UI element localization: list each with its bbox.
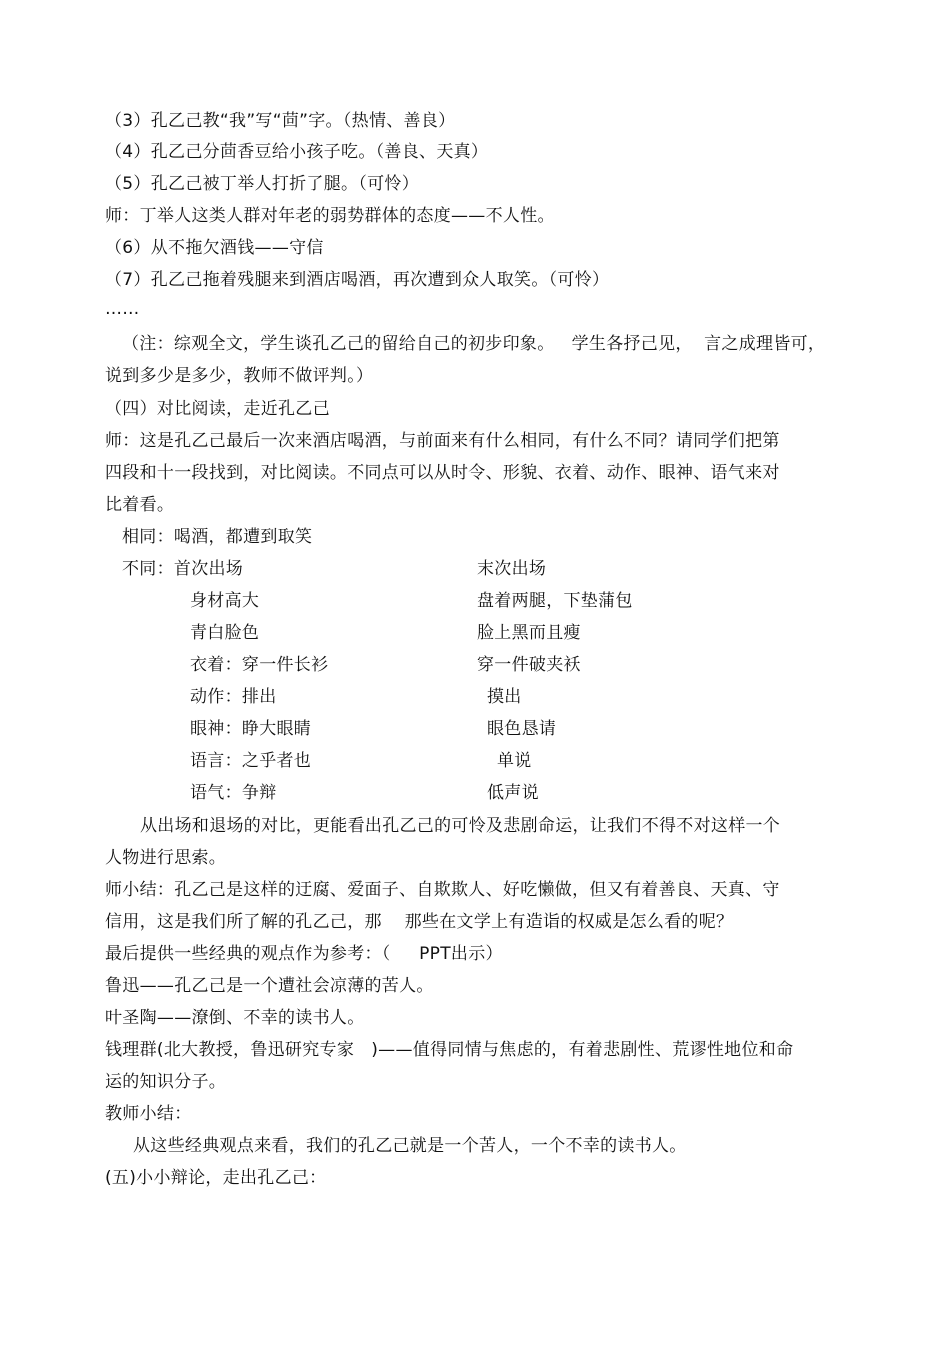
section-title: (五)小小辩论，走出孔乙己：: [105, 1168, 327, 1188]
list-item: （4）孔乙己分茴香豆给小孩子吃。（善良、天真）: [105, 142, 489, 162]
ellipsis: ……: [105, 299, 140, 319]
note-line: （注：综观全文，学生谈孔乙己的留给自己的初步印象。 学生各抒己见， 言之成理皆可，: [122, 334, 826, 354]
paragraph-line: 四段和十一段找到，对比阅读。不同点可以从时令、形貌、衣着、动作、眼神、语气来对: [105, 463, 780, 483]
paragraph-line: 从出场和退场的对比，更能看出孔乙己的可怜及悲剧命运，让我们不得不对这样一个: [140, 816, 781, 836]
section-title: （四）对比阅读，走近孔乙己: [105, 399, 330, 419]
diff-header-right: 末次出场: [477, 559, 547, 579]
teacher-remark: 师：丁举人这类人群对年老的弱势群体的态度——不人性。: [105, 206, 555, 226]
comparison-right: 脸上黑而且瘦: [477, 623, 581, 643]
conclusion-label: 教师小结：: [105, 1104, 192, 1124]
views-intro: 最后提供一些经典的观点作为参考：（ PPT出示）: [105, 944, 503, 964]
list-item: （5）孔乙己被丁举人打折了腿。（可怜）: [105, 174, 420, 194]
diff-header-left: 不同：首次出场: [122, 559, 244, 579]
paragraph-line: 师小结：孔乙己是这样的迂腐、爱面子、自欺欺人、好吃懒做，但又有着善良、天真、守: [105, 880, 780, 900]
list-item: （3）孔乙己教“我”写“茴”字。（热情、善良）: [105, 111, 456, 131]
list-item: （7）孔乙己拖着残腿来到酒店喝酒，再次遭到众人取笑。（可怜）: [105, 270, 610, 290]
comparison-left: 语言：之乎者也: [190, 751, 312, 771]
quote-line: 叶圣陶——潦倒、不幸的读书人。: [105, 1008, 365, 1028]
comparison-right: 穿一件破夹袄: [477, 655, 581, 675]
comparison-right: 摸出: [487, 687, 522, 707]
comparison-left: 动作：排出: [190, 687, 277, 707]
conclusion-text: 从这些经典观点来看，我们的孔乙己就是一个苦人，一个不幸的读书人。: [133, 1136, 687, 1156]
note-line: 说到多少是多少，教师不做评判。）: [105, 366, 374, 386]
comparison-right: 盘着两腿，下垫蒲包: [477, 591, 633, 611]
quote-line: 鲁迅——孔乙己是一个遭社会凉薄的苦人。: [105, 976, 434, 996]
list-item: （6）从不拖欠酒钱——守信: [105, 238, 324, 258]
comparison-right: 低声说: [487, 783, 539, 803]
comparison-left: 青白脸色: [190, 623, 260, 643]
paragraph-line: 师：这是孔乙己最后一次来酒店喝酒，与前面来有什么相同，有什么不同？请同学们把第: [105, 431, 780, 451]
paragraph-line: 信用，这是我们所了解的孔乙己，那 那些在文学上有造诣的权威是怎么看的呢？: [105, 912, 734, 932]
comparison-right: 单说: [497, 751, 532, 771]
comparison-left: 衣着：穿一件长衫: [190, 655, 329, 675]
comparison-left: 身材高大: [190, 591, 260, 611]
paragraph-line: 比着看。: [105, 495, 175, 515]
same-points: 相同：喝酒，都遭到取笑: [122, 527, 313, 547]
comparison-left: 语气：争辩: [190, 783, 277, 803]
quote-line: 运的知识分子。: [105, 1072, 227, 1092]
paragraph-line: 人物进行思索。: [105, 848, 227, 868]
comparison-left: 眼神：睁大眼睛: [190, 719, 312, 739]
comparison-right: 眼色恳请: [487, 719, 557, 739]
quote-line: 钱理群(北大教授，鲁迅研究专家 )——值得同情与焦虑的，有着悲剧性、荒谬性地位和命: [105, 1040, 794, 1060]
